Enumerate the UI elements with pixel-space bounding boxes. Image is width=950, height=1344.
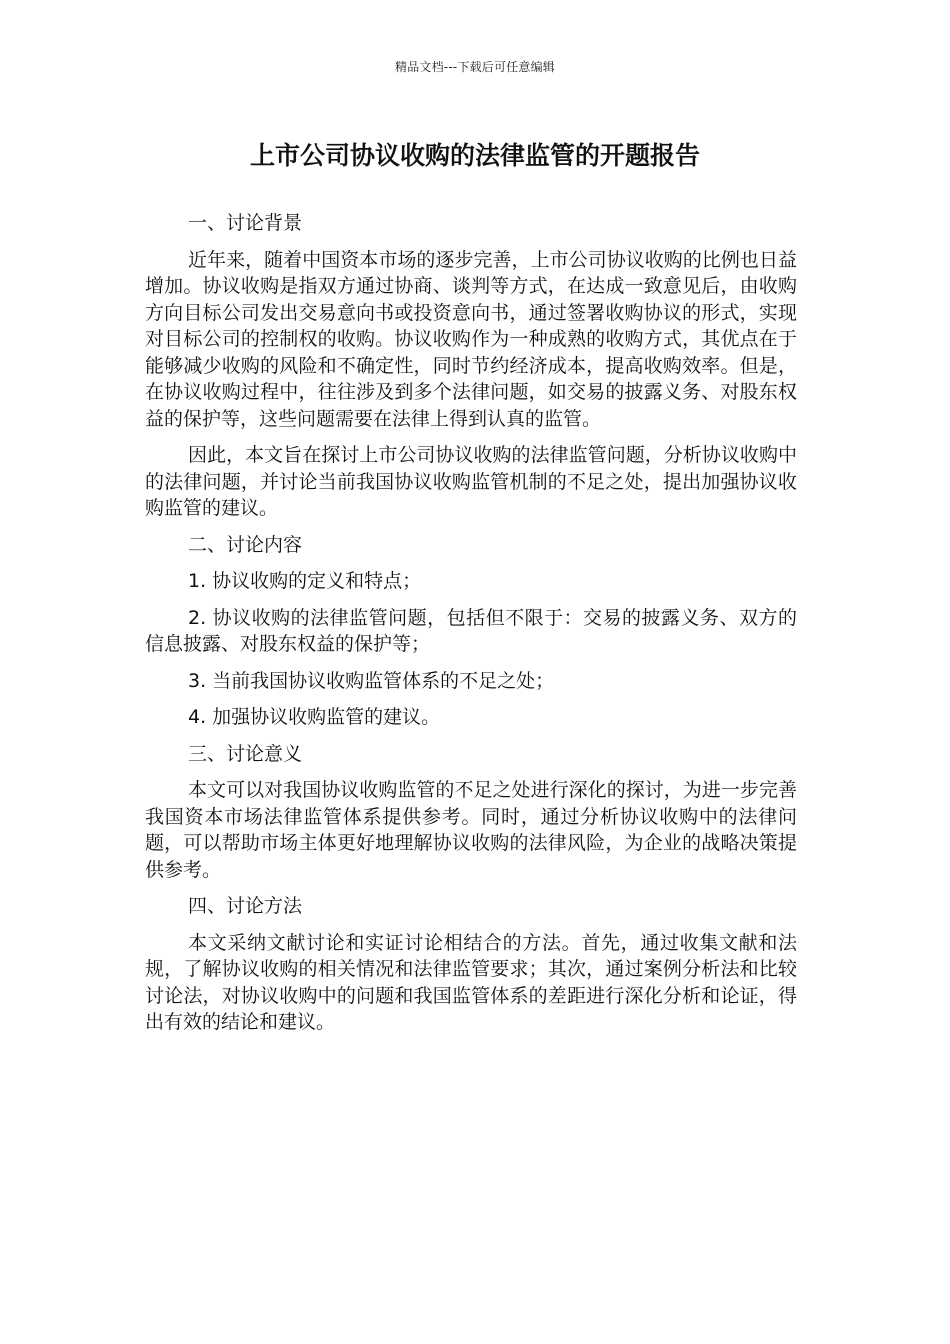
- paragraph-background: 近年来，随着中国资本市场的逐步完善，上市公司协议收购的比例也日益增加。协议收购是指双方通过协商、谈判等方式，在达成一致意见后，由收购方向目标公司发出交易意向书或投资意向书，通过签署收购协议的形式，实现对目标公司的控制权的收购。协议收购作为一种成熟的收购方式，其优点在于能够减少收购的风险和不确定性，同时节约经济成本，提高收购效率。但是，在协议收购过程中，往往涉及到多个法律问题，如交易的披露义务、对股东权益的保护等，这些问题需要在法律上得到认真的监管。: [145, 248, 797, 430]
- list-item-2: 2. 协议收购的法律监管问题，包括但不限于：交易的披露义务、双方的信息披露、对股东权益的保护等；: [145, 606, 797, 655]
- section-heading-background: 一、讨论背景: [188, 212, 303, 234]
- paragraph-method: 本文采纳文献讨论和实证讨论相结合的方法。首先，通过收集文献和法规，了解协议收购的相关情况和法律监管要求；其次，通过案例分析法和比较讨论法，对协议收购中的问题和我国监管体系的差距进行深化分析和论证，得出有效的结论和建议。: [145, 931, 797, 1033]
- paragraph-significance: 本文可以对我国协议收购监管的不足之处进行深化的探讨，为进一步完善我国资本市场法律监管体系提供参考。同时，通过分析协议收购中的法律问题，可以帮助市场主体更好地理解协议收购的法律风险，为企业的战略决策提供参考。: [145, 779, 797, 881]
- list-item-4: 4. 加强协议收购监管的建议。: [188, 706, 441, 728]
- section-heading-content: 二、讨论内容: [188, 533, 303, 556]
- list-item-1: 1. 协议收购的定义和特点；: [188, 570, 422, 592]
- section-heading-method: 四、讨论方法: [188, 895, 303, 917]
- list-item-3: 3. 当前我国协议收购监管体系的不足之处；: [188, 669, 555, 692]
- document-body: [145, 210, 797, 1046]
- paragraph-purpose: 因此，本文旨在探讨上市公司协议收购的法律监管问题，分析协议收购中的法律问题，并讨论当前我国协议收购监管机制的不足之处，提出加强协议收购监管的建议。: [145, 444, 797, 519]
- section-heading-significance: 三、讨论意义: [188, 742, 303, 765]
- document-title: 上市公司协议收购的法律监管的开题报告: [249, 141, 700, 170]
- header-note: 精品文档---下载后可任意编辑: [395, 60, 555, 74]
